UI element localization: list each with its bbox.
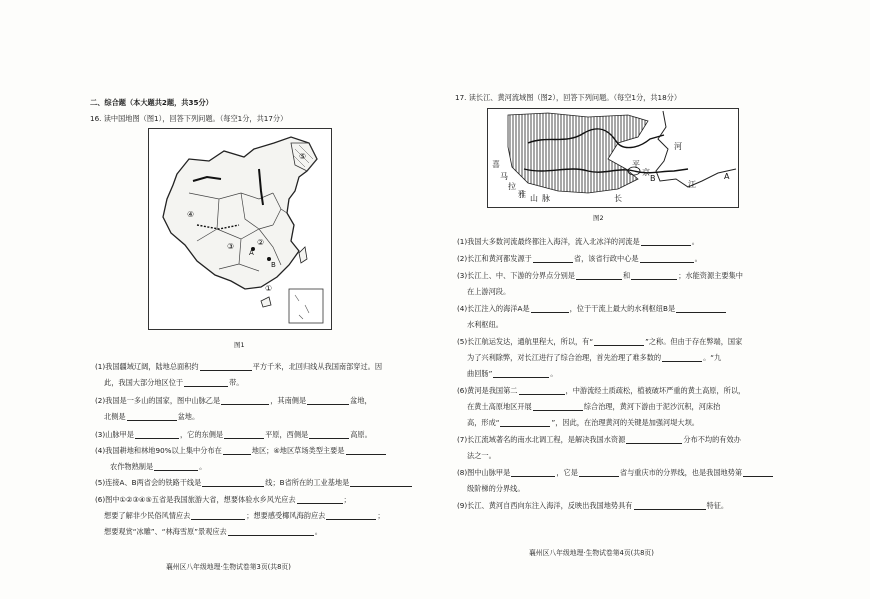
map-label-a: A	[249, 249, 254, 257]
blank-folk[interactable]	[191, 512, 245, 520]
q17-3-cont: 在上游河段。	[467, 287, 511, 296]
blank-mountain-jia[interactable]	[135, 431, 179, 439]
blank-capital[interactable]	[640, 255, 694, 263]
blank-region[interactable]	[223, 447, 251, 455]
q16-6-text-e: ；	[377, 511, 385, 520]
blank-dam-b[interactable]	[676, 305, 726, 313]
river-basin-map	[487, 108, 739, 208]
q16-4-text-c: 农作物熟制是	[110, 462, 154, 471]
blank-area[interactable]	[200, 363, 252, 371]
q16-5-text-a: (5)连接A、B两省会的铁路干线是	[95, 478, 202, 487]
blank-sea-a[interactable]	[531, 305, 569, 313]
q17-5-text-c: 为了兴利除弊，对长江进行了综合治理，首先治理了难多数的	[467, 353, 662, 362]
q16-2	[95, 396, 372, 405]
hainan-island	[261, 297, 271, 307]
q17-3	[457, 271, 743, 280]
blank-suspended-river[interactable]	[500, 419, 550, 427]
label-jiang: 江	[688, 180, 696, 189]
q16-3-text-d: 高原。	[350, 430, 372, 439]
q17-6-text-a: (6)黄河是我国第二	[457, 386, 518, 395]
q16-6-cont2	[104, 527, 322, 536]
blank-terrain[interactable]	[634, 502, 706, 510]
q17-3-text-b: 和	[623, 271, 631, 280]
q17-5-cont	[467, 353, 721, 362]
blank-upper-boundary[interactable]	[576, 272, 622, 280]
q17-1	[457, 237, 699, 246]
q16-2-text-c: 盆地，	[350, 396, 372, 405]
label-mai: 脉	[542, 194, 550, 203]
q17-6	[457, 386, 745, 395]
blank-hubei[interactable]	[579, 469, 619, 477]
q17-7-text-b: 分布不均的有效办	[683, 435, 741, 444]
blank-long-river[interactable]	[519, 387, 565, 395]
q17-3-text-a: (3)长江上、中、下游的分界点分别是	[457, 271, 575, 280]
label-chang: 长	[614, 194, 622, 203]
q16-4-text-b: 地区；④地区草场类型主要是	[251, 446, 345, 455]
q17-9-text-b: 特征。	[706, 501, 729, 510]
map-label-b: B	[271, 261, 276, 269]
q16-1-text-d: 带。	[229, 378, 244, 387]
q16-4	[95, 446, 387, 455]
q16-3	[95, 430, 372, 439]
china-map	[148, 128, 332, 330]
q17-5-text-a: (5)长江航运发达，通航里程大，所以，有“	[457, 337, 594, 346]
q16-2-text-e: 盆地。	[177, 412, 200, 421]
blank-plateau[interactable]	[309, 431, 349, 439]
label-la: 拉	[508, 182, 516, 191]
q17-6-text-b: ，中游流经土质疏松，植被破坏严重的黄土高原，所以，	[565, 386, 746, 395]
q16-title: 16. 读中国地图（图1），回答下列问题。（每空1分，共17分）	[90, 114, 288, 123]
q17-5-cont2	[467, 369, 558, 378]
basin-hatched	[508, 113, 648, 193]
q17-6-text-f: ”，因此，在治理黄河的关键是加强河堤大坝。	[551, 418, 699, 427]
label-ping: 平	[632, 160, 640, 169]
q16-6	[95, 495, 351, 504]
q16-2-text-d: 北侧是	[104, 412, 126, 421]
q17-5	[457, 337, 742, 346]
q16-2-text-b: ，其南侧是	[270, 396, 307, 405]
blank-soil-conservation[interactable]	[533, 403, 583, 411]
q17-6-text-d: 综合治理，黄河下游由于泥沙沉积，河床抬	[583, 402, 721, 411]
q16-3-text-b: ，它的东侧是	[179, 430, 224, 439]
q16-6-text-f: 想要观赏“冰雕”、“林海雪原”景观应去	[104, 527, 227, 536]
q16-6-cont	[104, 511, 385, 520]
blank-plain[interactable]	[224, 431, 264, 439]
map-label-4: ④	[187, 210, 195, 219]
section-title: 二、综合题（本大题共2题，共35分）	[90, 98, 213, 107]
q17-6-cont	[467, 402, 720, 411]
blank-railway[interactable]	[202, 479, 264, 487]
q16-1-text-b: 平方千米，北回归线从我国南部穿过。因	[252, 362, 383, 371]
q17-3-text-c: ；水能资源主要集中	[678, 271, 743, 280]
taiwan-island	[299, 247, 307, 263]
q17-4	[457, 304, 727, 313]
q17-9	[457, 501, 728, 510]
label-he: 河	[674, 142, 682, 151]
q17-5-text-f: 。	[550, 369, 558, 378]
q17-5-text-d: 。“九	[703, 353, 722, 362]
q17-7	[457, 435, 741, 444]
q16-3-text-a: (3)山脉甲是	[95, 430, 134, 439]
blank-north-basin[interactable]	[127, 413, 177, 421]
q17-8	[457, 468, 774, 477]
china-map-svg	[149, 129, 331, 329]
q17-6-cont2	[467, 418, 699, 427]
right-page	[435, 0, 870, 599]
blank-jingjiang[interactable]	[493, 370, 549, 378]
q17-4-text-a: (4)长江注入的海洋A是	[457, 304, 530, 313]
q17-2-text-b: 省，该省行政中心是	[573, 254, 639, 263]
q16-6-text-d: ；想要感受椰风海韵应去	[246, 511, 326, 520]
blank-industry[interactable]	[350, 479, 412, 487]
river-basin-svg	[488, 109, 738, 207]
blank-water-town[interactable]	[297, 496, 343, 504]
q16-2-text-a: (2)我国是一多山的国家，图中山脉乙是	[95, 396, 221, 405]
map-label-1: ①	[265, 284, 273, 293]
map1-caption: 图1	[234, 341, 245, 349]
q17-9-text-a: (9)长江、黄河自西向东注入海洋，反映出我国地势具有	[457, 501, 633, 510]
q17-4-text-b: ，位于干流上最大的水利枢纽B是	[569, 304, 676, 313]
q17-title: 17. 读长江、黄河流域图（图2），回答下列问题。（每空1分，共18分）	[455, 93, 682, 102]
left-footer: 襄州区八年级地理·生物试卷第3页(共8页)	[166, 563, 291, 571]
blank-water-distribution[interactable]	[626, 436, 682, 444]
blank-step[interactable]	[743, 469, 773, 477]
q16-2-cont	[104, 412, 199, 421]
q17-1-text-b: 。	[691, 237, 699, 246]
q17-5-text-e: 曲回肠”	[467, 369, 493, 378]
blank-mountain-yi[interactable]	[221, 397, 269, 405]
q16-4-text-d: 。	[199, 462, 207, 471]
q17-7-cont: 法之一。	[467, 451, 496, 460]
blank-coconut[interactable]	[326, 512, 376, 520]
q17-4-cont: 水利枢纽。	[467, 320, 503, 329]
q16-1-text-a: (1)我国疆域辽阔，陆地总面积约	[95, 362, 199, 371]
q16-4-text-a: (4)我国耕地和林地90%以上集中分布在	[95, 446, 222, 455]
q17-2-text-c: 。	[694, 254, 702, 263]
blank-golden-waterway[interactable]	[594, 338, 644, 346]
q17-1-text-a: (1)我国大多数河流最终都注入海洋，流入北冰洋的河流是	[457, 237, 640, 246]
label-jing: 京	[642, 168, 650, 177]
label-ya: 雅	[518, 190, 526, 199]
map-label-5: ⑤	[299, 152, 307, 161]
blank-wushan[interactable]	[511, 469, 555, 477]
blank-south-basin[interactable]	[307, 397, 349, 405]
blank-source-province[interactable]	[533, 255, 573, 263]
q16-1-cont	[104, 378, 243, 387]
label-shan: 山	[530, 194, 538, 203]
q16-5	[95, 478, 413, 487]
blank-lower-boundary[interactable]	[631, 272, 677, 280]
label-b: B	[650, 174, 656, 183]
q17-8-cont: 级阶梯的分界线。	[467, 484, 525, 493]
q16-3-text-c: 平原，西侧是	[265, 430, 309, 439]
map-label-3: ③	[227, 242, 235, 251]
q17-6-text-c: 在黄土高原地区开展	[467, 402, 532, 411]
blank-crop[interactable]	[154, 463, 198, 471]
q16-1-text-c: 此，我国大部分地区位于	[104, 378, 184, 387]
label-a: A	[724, 172, 730, 181]
q17-2	[457, 254, 702, 263]
q17-8-text-b: ，它是	[556, 468, 578, 477]
q16-6-text-c: 想要了解非少民俗风情应去	[104, 511, 191, 520]
q16-5-text-b: 线；B省所在的工业基地是	[265, 478, 350, 487]
label-xi: 喜	[492, 160, 500, 169]
map-label-2: ②	[257, 238, 265, 247]
right-footer: 襄州区八年级地理·生物试卷第4页(共8页)	[529, 549, 654, 557]
q17-7-text-a: (7)长江流域著名的南水北调工程，是解决我国水资源	[457, 435, 626, 444]
q16-4-cont	[110, 462, 206, 471]
q16-6-text-a: (6)图中①②③④⑤五省是我国旅游大省，想要体验水乡风光应去	[95, 495, 296, 504]
blank-zone[interactable]	[184, 379, 228, 387]
label-ma: 马	[500, 172, 508, 181]
q16-6-text-g: 。	[314, 527, 322, 536]
q17-8-text-c: 省与重庆市的分界线，也是我国地势第	[619, 468, 743, 477]
q16-6-text-b: ；	[343, 495, 351, 504]
q17-6-text-e: 高，形成“	[467, 418, 500, 427]
map2-caption: 图2	[593, 214, 604, 222]
q17-8-text-a: (8)图中山脉甲是	[457, 468, 511, 477]
south-sea-inset	[289, 289, 323, 323]
blank-grassland[interactable]	[346, 447, 386, 455]
blank-ice[interactable]	[228, 528, 314, 536]
q17-5-text-b: ”之称。但由于存在弊端，国家	[645, 337, 743, 346]
q16-1	[95, 362, 382, 371]
blank-arctic-river[interactable]	[641, 238, 691, 246]
q17-2-text-a: (2)长江和黄河都发源于	[457, 254, 532, 263]
blank-flood[interactable]	[662, 354, 702, 362]
